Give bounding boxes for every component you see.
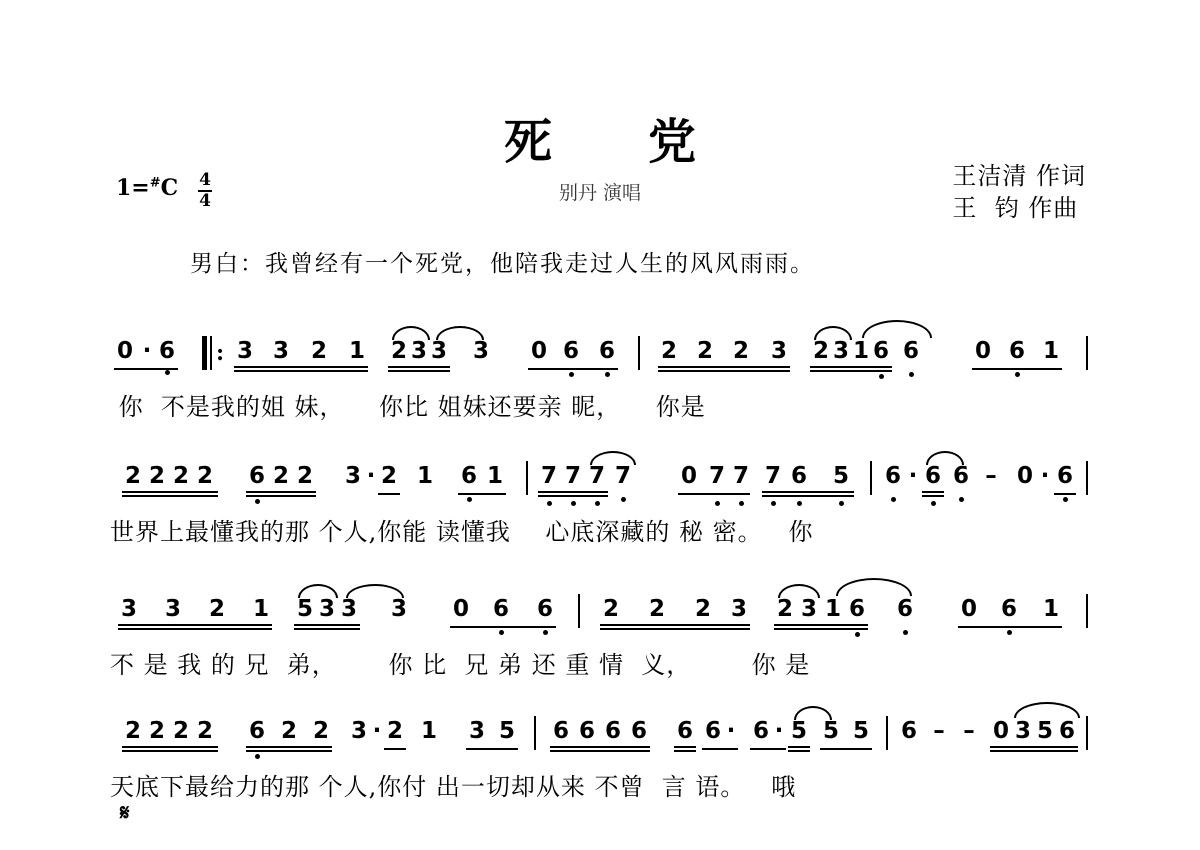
- underline: [774, 628, 868, 630]
- underline: [922, 495, 944, 497]
- underline: [384, 748, 406, 750]
- underline: [378, 493, 400, 495]
- underline: [538, 491, 608, 493]
- repeat-barline: [202, 336, 207, 370]
- note: 6: [248, 718, 265, 744]
- note: 1: [852, 338, 869, 364]
- note: 2: [696, 338, 713, 364]
- underline: [658, 370, 790, 372]
- note: 5: [822, 718, 839, 744]
- note: 3: [472, 338, 489, 364]
- note: 2: [648, 596, 665, 622]
- slur: [298, 584, 338, 598]
- note: 2: [208, 596, 225, 622]
- underline: [762, 495, 854, 497]
- barline: [1086, 461, 1088, 495]
- underline: [246, 746, 332, 748]
- note: 2: [380, 463, 397, 489]
- spoken-intro: 男白：我曾经有一个死党，他陪我走过人生的风风雨雨。: [190, 251, 815, 277]
- note: 6: [630, 718, 647, 744]
- underline: [234, 366, 368, 368]
- note: 6: [248, 463, 265, 489]
- lower-octave-dot: [621, 497, 626, 502]
- note: 3: [730, 596, 747, 622]
- note: 3: [832, 338, 849, 364]
- slur: [814, 326, 852, 340]
- note-dot: ·: [366, 463, 376, 489]
- barline: [638, 336, 640, 370]
- note: 2: [660, 338, 677, 364]
- note: 6: [790, 463, 807, 489]
- underline: [122, 750, 218, 752]
- note: 5: [852, 718, 869, 744]
- note: 2: [124, 718, 141, 744]
- note: 2: [148, 463, 165, 489]
- note-dot: ·: [372, 718, 382, 744]
- underline: [674, 746, 696, 748]
- underline: [114, 368, 178, 370]
- underline: [122, 495, 218, 497]
- underline: [820, 748, 872, 750]
- note: 7: [588, 463, 605, 489]
- note: 6: [1000, 596, 1017, 622]
- note: 2: [310, 338, 327, 364]
- underline: [122, 746, 218, 748]
- underline: [388, 366, 450, 368]
- time-signature: [198, 172, 212, 210]
- song-title: 死党: [503, 114, 792, 170]
- note: 6: [1008, 338, 1025, 364]
- note: 7: [540, 463, 557, 489]
- underline: [466, 748, 518, 750]
- dash: –: [985, 463, 997, 489]
- note: 6: [460, 463, 477, 489]
- barline: [1086, 716, 1088, 750]
- underline: [702, 748, 738, 750]
- repeat-dots: :: [216, 340, 225, 366]
- note: 1: [1042, 596, 1059, 622]
- underline: [458, 493, 506, 495]
- lower-octave-dot: [715, 501, 720, 506]
- underline: [388, 370, 450, 372]
- note: 5: [296, 596, 313, 622]
- note: 2: [172, 463, 189, 489]
- note: 6: [848, 596, 865, 622]
- underline: [678, 493, 750, 495]
- note: 1: [824, 596, 841, 622]
- underline: [810, 370, 892, 372]
- underline: [674, 750, 696, 752]
- key-signature: [116, 175, 178, 201]
- note: 2: [390, 338, 407, 364]
- lower-octave-dot: [959, 497, 964, 502]
- barline: [578, 594, 580, 628]
- barline: [526, 461, 528, 495]
- note: 6: [676, 718, 693, 744]
- note: 0: [1016, 463, 1033, 489]
- slur: [590, 451, 636, 465]
- lower-octave-dot: [797, 501, 802, 506]
- underline: [600, 628, 750, 630]
- slur: [778, 584, 820, 598]
- note: 1: [486, 463, 503, 489]
- slur: [346, 584, 404, 598]
- note: 6: [704, 718, 721, 744]
- underline: [294, 628, 360, 630]
- lower-octave-dot: [891, 497, 896, 502]
- note: 6: [752, 718, 769, 744]
- note: 3: [410, 338, 427, 364]
- underline: [234, 370, 368, 372]
- lower-octave-dot: [855, 632, 860, 637]
- note: 5: [498, 718, 515, 744]
- note: 2: [776, 596, 793, 622]
- barline: [1086, 336, 1088, 370]
- lower-octave-dot: [1015, 372, 1020, 377]
- note: 1: [348, 338, 365, 364]
- barline: [886, 716, 888, 750]
- note: 1: [1042, 338, 1059, 364]
- note: 6: [552, 718, 569, 744]
- time-signature-top: 4: [199, 170, 211, 190]
- slur: [926, 451, 964, 465]
- note: 7: [764, 463, 781, 489]
- lower-octave-dot: [931, 501, 936, 506]
- note: 0: [452, 596, 469, 622]
- note-dot: ·: [726, 718, 736, 744]
- lyrics-line: 天底下最给力的那 个人,你付 出一切却从来 不曾 言 语。 哦: [110, 773, 797, 801]
- performer: 别丹 演唱: [558, 182, 642, 204]
- underline: [810, 366, 892, 368]
- note: 2: [196, 718, 213, 744]
- notes-row: [110, 330, 1090, 390]
- lower-octave-dot: [547, 501, 552, 506]
- lyrics-line: 你 不是我的姐 妹， 你比 姐妹还要亲 昵， 你是: [110, 393, 706, 421]
- lower-octave-dot: [165, 370, 170, 375]
- slur: [862, 320, 932, 338]
- underline: [118, 624, 272, 626]
- lower-octave-dot: [595, 501, 600, 506]
- barline: [534, 716, 536, 750]
- note-dot: ·: [1040, 463, 1050, 489]
- note: 3: [344, 463, 361, 489]
- note: 3: [272, 338, 289, 364]
- note: 1: [252, 596, 269, 622]
- underline: [550, 746, 650, 748]
- note: 3: [430, 338, 447, 364]
- credits: [952, 160, 1086, 224]
- note: 3: [164, 596, 181, 622]
- note: 3: [390, 596, 407, 622]
- lower-octave-dot: [571, 501, 576, 506]
- slur: [1014, 702, 1080, 718]
- dash: –: [963, 718, 975, 744]
- lower-octave-dot: [499, 630, 504, 635]
- note: 2: [196, 463, 213, 489]
- lower-octave-dot: [771, 501, 776, 506]
- segno-sign: 𝄋: [120, 800, 130, 826]
- note: 6: [952, 463, 969, 489]
- note: 1: [416, 463, 433, 489]
- lower-octave-dot: [909, 372, 914, 377]
- lower-octave-dot: [255, 499, 260, 504]
- note: 6: [872, 338, 889, 364]
- lower-octave-dot: [1063, 497, 1068, 502]
- note: 7: [708, 463, 725, 489]
- notes-row: [110, 455, 1090, 515]
- note: 2: [732, 338, 749, 364]
- underline: [538, 495, 608, 497]
- note: 0: [960, 596, 977, 622]
- time-signature-bottom: 4: [199, 191, 211, 211]
- lower-octave-dot: [739, 501, 744, 506]
- lower-octave-dot: [605, 372, 610, 377]
- composer: 王 钧 作曲: [952, 194, 1079, 222]
- underline: [450, 626, 556, 628]
- underline: [922, 491, 944, 493]
- note: 6: [158, 338, 175, 364]
- note: 2: [148, 718, 165, 744]
- lower-octave-dot: [543, 630, 548, 635]
- note: 1: [420, 718, 437, 744]
- key-prefix: 1=: [116, 175, 150, 201]
- note: 2: [602, 596, 619, 622]
- note: 3: [120, 596, 137, 622]
- note: 3: [1014, 718, 1031, 744]
- underline: [788, 750, 810, 752]
- note: 2: [312, 718, 329, 744]
- underline: [246, 491, 316, 493]
- slur: [836, 578, 912, 596]
- lyrics-line: 不 是 我 的 兄 弟， 你 比 兄 弟 还 重 情 义， 你 是: [110, 651, 811, 679]
- barline: [1086, 594, 1088, 628]
- note: 6: [1056, 463, 1073, 489]
- note-dot: ·: [908, 463, 918, 489]
- underline: [1054, 493, 1076, 495]
- underline: [658, 366, 790, 368]
- underline: [122, 491, 218, 493]
- note: 7: [732, 463, 749, 489]
- note-dot: ·: [774, 718, 784, 744]
- underline: [600, 624, 750, 626]
- note: 6: [562, 338, 579, 364]
- note: 2: [124, 463, 141, 489]
- note: 3: [770, 338, 787, 364]
- key-note: C: [160, 175, 179, 201]
- note: 6: [900, 718, 917, 744]
- underline: [958, 626, 1062, 628]
- note: 5: [790, 718, 807, 744]
- note: 2: [812, 338, 829, 364]
- note: 7: [564, 463, 581, 489]
- underline: [118, 628, 272, 630]
- note: 6: [1058, 718, 1075, 744]
- notes-row: [110, 710, 1090, 770]
- slur: [392, 326, 430, 340]
- note: 6: [896, 596, 913, 622]
- note: 0: [680, 463, 697, 489]
- note: 2: [272, 463, 289, 489]
- note: 5: [1036, 718, 1053, 744]
- note: 3: [236, 338, 253, 364]
- lower-octave-dot: [903, 630, 908, 635]
- lyricist: 王洁清 作词: [952, 162, 1086, 190]
- note: 6: [492, 596, 509, 622]
- underline: [246, 750, 332, 752]
- lower-octave-dot: [839, 501, 844, 506]
- slur: [436, 326, 484, 340]
- note: 3: [468, 718, 485, 744]
- lower-octave-dot: [255, 754, 260, 759]
- lyrics-line: 世界上最懂我的那 个人,你能 读懂我 心底深藏的 秘 密。 你: [110, 518, 814, 546]
- note: 6: [536, 596, 553, 622]
- lower-octave-dot: [569, 372, 574, 377]
- note: 3: [350, 718, 367, 744]
- note: 5: [832, 463, 849, 489]
- underline: [294, 624, 360, 626]
- underline: [550, 750, 650, 752]
- note: 2: [694, 596, 711, 622]
- note: 2: [296, 463, 313, 489]
- notes-row: [110, 588, 1090, 648]
- lower-octave-dot: [467, 497, 472, 502]
- note: 0: [116, 338, 133, 364]
- note: 6: [884, 463, 901, 489]
- note: 2: [280, 718, 297, 744]
- note: 3: [800, 596, 817, 622]
- barline: [870, 461, 872, 495]
- sharp-sign: #: [149, 175, 161, 191]
- note: 2: [172, 718, 189, 744]
- note: 3: [340, 596, 357, 622]
- underline: [246, 495, 316, 497]
- note: 6: [902, 338, 919, 364]
- underline: [750, 748, 786, 750]
- underline: [990, 746, 1078, 748]
- barline: [210, 336, 212, 370]
- underline: [774, 624, 868, 626]
- note: 6: [604, 718, 621, 744]
- lower-octave-dot: [1007, 630, 1012, 635]
- note: 6: [924, 463, 941, 489]
- lower-octave-dot: [879, 374, 884, 379]
- note: 6: [598, 338, 615, 364]
- note: 2: [386, 718, 403, 744]
- underline: [762, 491, 854, 493]
- underline: [990, 750, 1078, 752]
- note: 7: [614, 463, 631, 489]
- note: 0: [974, 338, 991, 364]
- underline: [528, 368, 618, 370]
- note: 6: [578, 718, 595, 744]
- note-dot: ·: [142, 338, 152, 364]
- dash: –: [933, 718, 945, 744]
- note: 3: [318, 596, 335, 622]
- note: 0: [992, 718, 1009, 744]
- underline: [788, 746, 810, 748]
- note: 0: [530, 338, 547, 364]
- underline: [972, 368, 1062, 370]
